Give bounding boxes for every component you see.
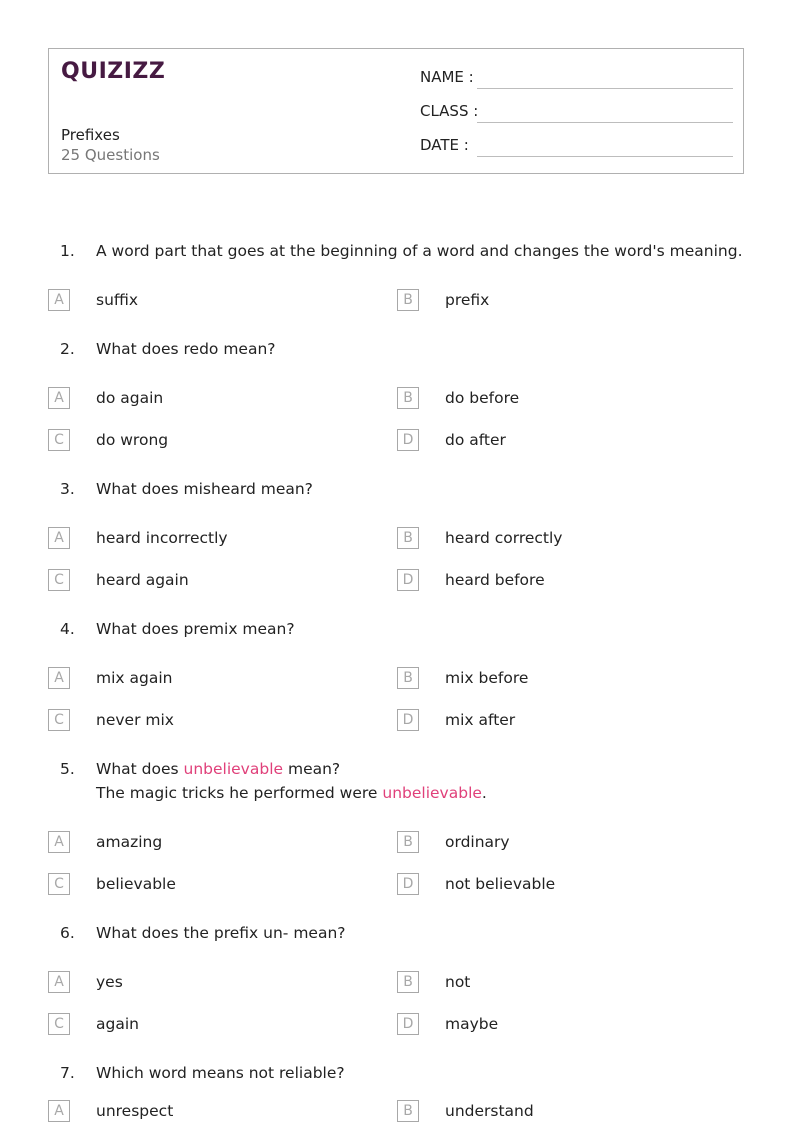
- question-context: [96, 781, 487, 805]
- option-text: heard before: [445, 571, 545, 589]
- option-text: suffix: [96, 291, 139, 309]
- option-letter[interactable]: D: [397, 873, 419, 895]
- option-letter[interactable]: A: [48, 1100, 70, 1122]
- class-label: CLASS :: [420, 102, 479, 120]
- option-text: do wrong: [96, 431, 169, 449]
- question-text: What does premix mean?: [96, 620, 295, 638]
- option-letter[interactable]: A: [48, 667, 70, 689]
- quizizz-logo: QUIZIZZ: [61, 59, 166, 84]
- name-label: NAME :: [420, 68, 474, 86]
- option-text: do after: [445, 431, 506, 449]
- question-number: 6.: [60, 924, 75, 942]
- option-text: mix again: [96, 669, 173, 687]
- option-text: heard incorrectly: [96, 529, 228, 547]
- option-text: believable: [96, 875, 176, 893]
- question-text: What does redo mean?: [96, 340, 276, 358]
- option-letter[interactable]: A: [48, 527, 70, 549]
- question-number: 2.: [60, 340, 75, 358]
- option-text: prefix: [445, 291, 490, 309]
- highlighted-word: unbelievable: [382, 784, 482, 802]
- question-text: What does the prefix un- mean?: [96, 924, 346, 942]
- option-letter[interactable]: D: [397, 429, 419, 451]
- option-text: do again: [96, 389, 164, 407]
- question-number: 4.: [60, 620, 75, 638]
- option-text: yes: [96, 973, 123, 991]
- question-text: What does misheard mean?: [96, 480, 313, 498]
- option-text: understand: [445, 1102, 534, 1120]
- option-text: do before: [445, 389, 520, 407]
- option-text: again: [96, 1015, 139, 1033]
- option-letter[interactable]: B: [397, 387, 419, 409]
- question-text: Which word means not reliable?: [96, 1064, 345, 1082]
- option-letter[interactable]: B: [397, 289, 419, 311]
- option-letter[interactable]: D: [397, 569, 419, 591]
- option-text: mix before: [445, 669, 529, 687]
- option-text: not: [445, 973, 471, 991]
- option-text: unrespect: [96, 1102, 174, 1120]
- question-text: [96, 757, 340, 781]
- class-line[interactable]: [477, 122, 733, 123]
- option-letter[interactable]: A: [48, 387, 70, 409]
- option-letter[interactable]: D: [397, 709, 419, 731]
- option-letter[interactable]: B: [397, 527, 419, 549]
- option-letter[interactable]: A: [48, 289, 70, 311]
- option-letter[interactable]: D: [397, 1013, 419, 1035]
- option-text: ordinary: [445, 833, 510, 851]
- option-letter[interactable]: B: [397, 1100, 419, 1122]
- question-text-part: What does: [96, 760, 184, 778]
- option-text: not believable: [445, 875, 556, 893]
- name-field[interactable]: [420, 68, 733, 90]
- worksheet-header: [48, 48, 744, 174]
- highlighted-word: unbelievable: [183, 760, 284, 778]
- option-letter[interactable]: C: [48, 1013, 70, 1035]
- question-number: 5.: [60, 760, 75, 778]
- option-letter[interactable]: C: [48, 569, 70, 591]
- name-line[interactable]: [477, 88, 733, 89]
- worksheet-title: Prefixes: [61, 126, 120, 144]
- option-letter[interactable]: C: [48, 873, 70, 895]
- option-letter[interactable]: C: [48, 709, 70, 731]
- option-text: never mix: [96, 711, 174, 729]
- option-text: maybe: [445, 1015, 499, 1033]
- option-letter[interactable]: B: [397, 667, 419, 689]
- question-number: 1.: [60, 242, 75, 260]
- option-letter[interactable]: B: [397, 831, 419, 853]
- question-number: 7.: [60, 1064, 75, 1082]
- date-label: DATE :: [420, 136, 469, 154]
- class-field[interactable]: [420, 102, 733, 124]
- option-letter[interactable]: A: [48, 971, 70, 993]
- option-text: heard again: [96, 571, 189, 589]
- date-field[interactable]: [420, 136, 733, 158]
- question-text-part: .: [481, 784, 487, 802]
- question-text-part: mean?: [283, 760, 341, 778]
- question-number: 3.: [60, 480, 75, 498]
- question-text-part: The magic tricks he performed were: [96, 784, 383, 802]
- option-text: amazing: [96, 833, 163, 851]
- option-letter[interactable]: A: [48, 831, 70, 853]
- option-letter[interactable]: C: [48, 429, 70, 451]
- option-text: mix after: [445, 711, 516, 729]
- question-count: 25 Questions: [61, 146, 160, 164]
- option-text: heard correctly: [445, 529, 563, 547]
- question-text: A word part that goes at the beginning of a word and changes the word's meaning.: [96, 242, 743, 260]
- option-letter[interactable]: B: [397, 971, 419, 993]
- date-line[interactable]: [477, 156, 733, 157]
